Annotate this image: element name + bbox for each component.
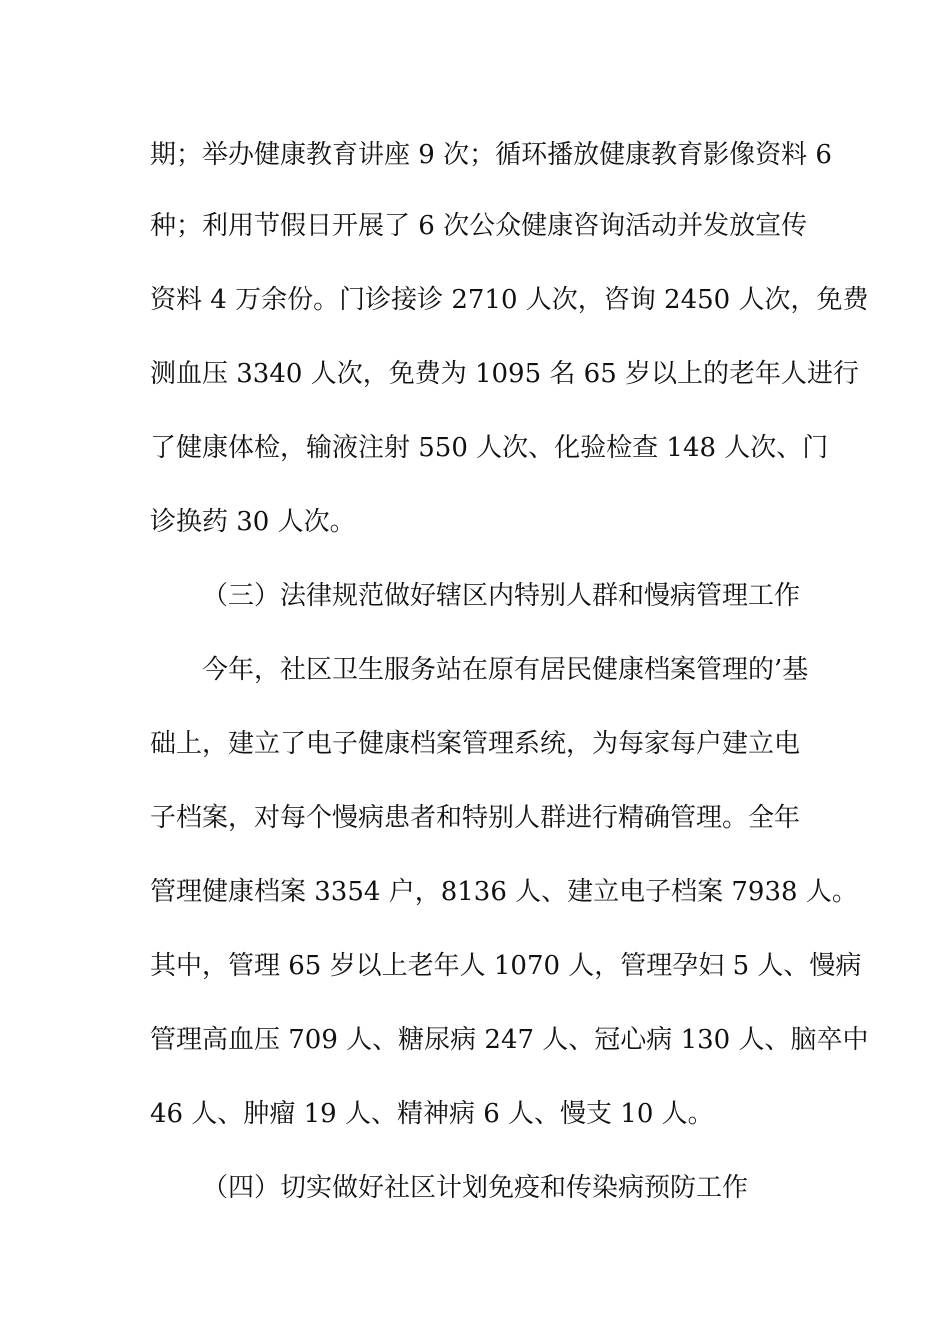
paragraph-line: 种；利用节假日开展了 6 次公众健康咨询活动并发放宣传: [150, 211, 808, 241]
paragraph-line: 今年，社区卫生服务站在原有居民健康档案管理的’基: [202, 655, 809, 685]
paragraph-line: 管理高血压 709 人、糖尿病 247 人、冠心病 130 人、脑卒中: [150, 1025, 869, 1055]
section-heading-3: （三）法律规范做好辖区内特别人群和慢病管理工作: [202, 581, 801, 611]
paragraph-line: 了健康体检，输液注射 550 人次、化验检查 148 人次、门: [150, 433, 829, 463]
paragraph-line: 资料 4 万余份。门诊接诊 2710 人次，咨询 2450 人次，免费: [150, 285, 869, 315]
paragraph-line: 础上，建立了电子健康档案管理系统，为每家每户建立电: [150, 729, 801, 759]
section-heading-4: （四）切实做好社区计划免疫和传染病预防工作: [202, 1173, 749, 1203]
paragraph-line: 诊换药 30 人次。: [150, 507, 356, 537]
paragraph-line: 测血压 3340 人次，免费为 1095 名 65 岁以上的老年人进行: [150, 359, 860, 389]
paragraph-line: 管理健康档案 3354 户，8136 人、建立电子档案 7938 人。: [150, 877, 858, 907]
paragraph-line: 46 人、肿瘤 19 人、精神病 6 人、慢支 10 人。: [150, 1099, 714, 1129]
paragraph-line: 期；举办健康教育讲座 9 次；循环播放健康教育影像资料 6: [150, 140, 832, 170]
paragraph-line: 其中，管理 65 岁以上老年人 1070 人，管理孕妇 5 人、慢病: [150, 951, 862, 981]
paragraph-line: 子档案，对每个慢病患者和特别人群进行精确管理。全年: [150, 803, 801, 833]
